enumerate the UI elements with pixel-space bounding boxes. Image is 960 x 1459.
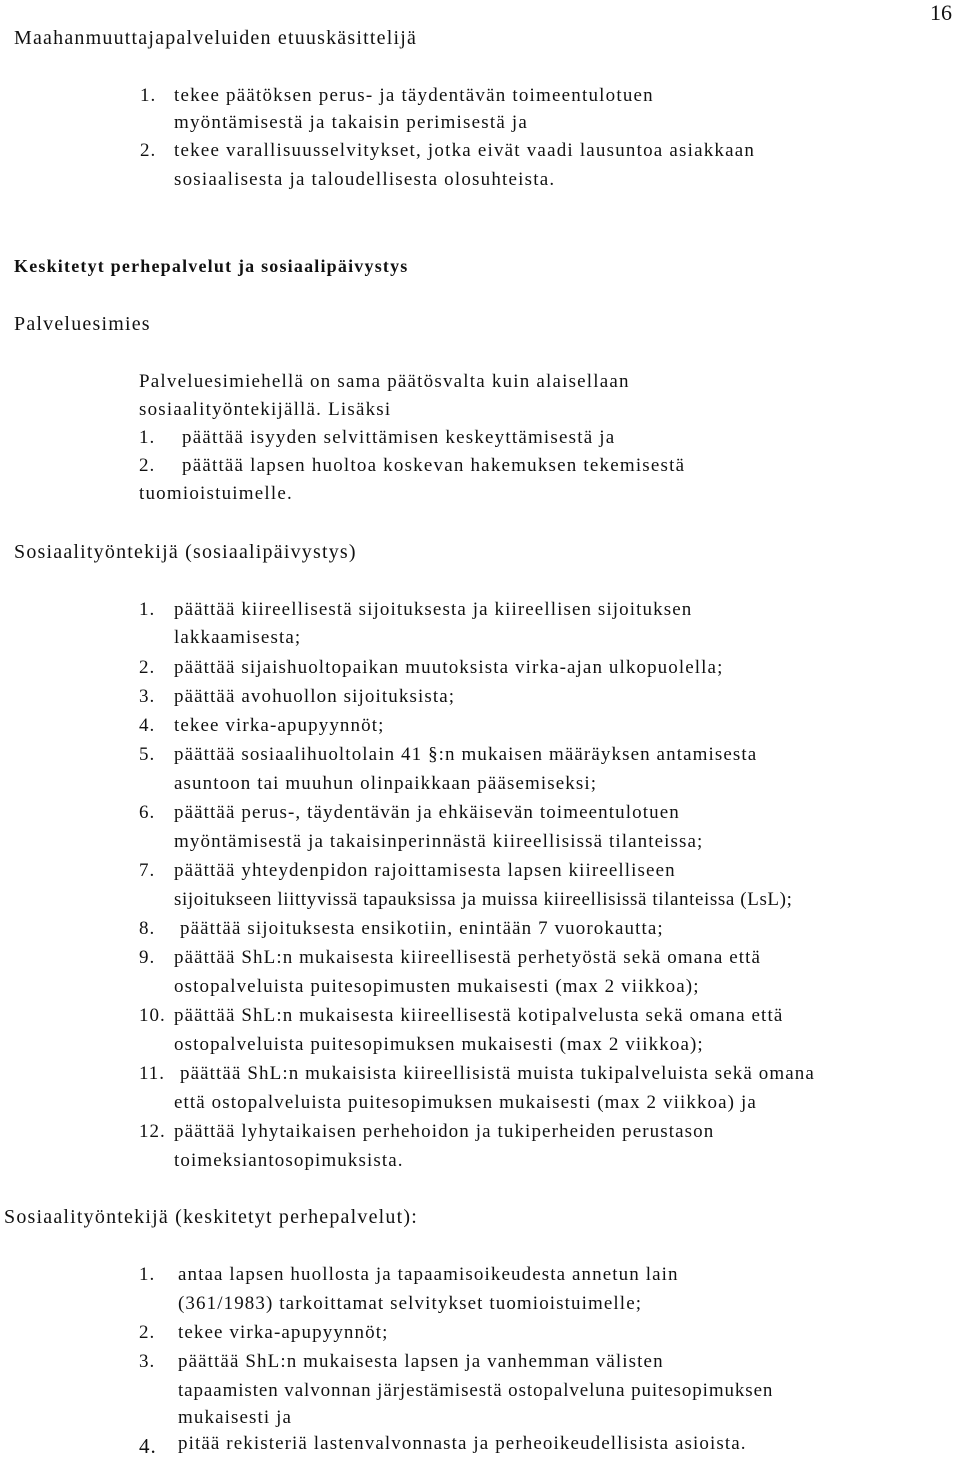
list-item-text: pitää rekisteriä lastenvalvonnasta ja perheoikeudellisista asioista. xyxy=(178,1433,747,1454)
list-item-text: päättää kiireellisestä sijoituksesta ja kiireellisen sijoituksen xyxy=(174,599,693,620)
list-item-text: että ostopalveluista puitesopimuksen mukaisesti (max 2 viikkoa) ja xyxy=(174,1092,757,1113)
list-item-text: päättää perus-, täydentävän ja ehkäisevän toimeentulotuen xyxy=(174,802,680,823)
list-item-text: päättää isyyden selvittämisen keskeyttämisestä ja xyxy=(182,427,616,448)
page-number: 16 xyxy=(930,0,952,25)
list-item-text: myöntämisestä ja takaisinperinnästä kiireellisissä tilanteissa; xyxy=(174,831,704,852)
list-item-number: 3. xyxy=(139,686,156,707)
list-item-number: 9. xyxy=(139,947,156,968)
subheading-palveluesimies: Palveluesimies xyxy=(14,313,151,335)
list-item-text: päättää lapsen huoltoa koskevan hakemuksen tekemisestä xyxy=(182,455,686,476)
list-item-number: 11. xyxy=(139,1063,166,1084)
list-item-number: 7. xyxy=(139,860,156,881)
list-item-text: päättää yhteydenpidon rajoittamisesta lapsen kiireelliseen xyxy=(174,860,676,881)
list-item-text: päättää ShL:n mukaisesta kiireellisestä perhetyöstä sekä omana että xyxy=(174,947,762,968)
list-item-number: 3. xyxy=(139,1351,156,1372)
list-item-text: sijoitukseen liittyvissä tapauksissa ja muissa kiireellisissä tilanteissa (LsL); xyxy=(174,889,793,910)
list-item-number: 8. xyxy=(139,918,156,939)
list-item-text: myöntämisestä ja takaisin perimisestä ja xyxy=(174,112,529,133)
list-item-text: päättää ShL:n mukaisista kiireellisistä muista tukipalveluista sekä omana xyxy=(180,1063,815,1084)
list-item-number: 2. xyxy=(140,140,157,161)
list-item-text: päättää sijoituksesta ensikotiin, enintään 7 vuorokautta; xyxy=(180,918,664,939)
list-item-number: 1. xyxy=(140,85,157,106)
list-item-text: toimeksiantosopimuksista. xyxy=(174,1150,404,1171)
list-item-number: 4. xyxy=(139,715,156,736)
list-item-text: tapaamisten valvonnan järjestämisestä ostopalveluna puitesopimuksen xyxy=(178,1380,774,1401)
list-item-number: 2. xyxy=(139,455,156,476)
list-item-text: tekee päätöksen perus- ja täydentävän toimeentulotuen xyxy=(174,85,654,106)
list-item-number: 1. xyxy=(139,599,156,620)
list-item-text: (361/1983) tarkoittamat selvitykset tuomioistuimelle; xyxy=(178,1293,643,1314)
list-item-number: 1. xyxy=(139,1264,156,1285)
list-item-text: päättää lyhytaikaisen perhehoidon ja tukiperheiden perustason xyxy=(174,1121,715,1142)
list-item-number: 4. xyxy=(139,1434,157,1458)
section-heading-sosiaalipaivystys: Sosiaalityöntekijä (sosiaalipäivystys) xyxy=(14,541,357,563)
list-item-text: antaa lapsen huollosta ja tapaamisoikeudesta annetun lain xyxy=(178,1264,679,1285)
list-item-number: 1. xyxy=(139,427,156,448)
list-item-text: päättää avohuollon sijoituksista; xyxy=(174,686,456,707)
list-item-text: ostopalveluista puitesopimusten mukaisesti (max 2 viikkoa); xyxy=(174,976,700,997)
list-item-number: 10. xyxy=(139,1005,166,1026)
list-item-text: päättää sijaishuoltopaikan muutoksista virka-ajan ulkopuolella; xyxy=(174,657,724,678)
list-item-number: 6. xyxy=(139,802,156,823)
list-item-text: päättää sosiaalihuoltolain 41 §:n mukaisen määräyksen antamisesta xyxy=(174,744,758,765)
list-item-text: tuomioistuimelle. xyxy=(139,483,293,504)
list-item-text: ostopalveluista puitesopimuksen mukaisesti (max 2 viikkoa); xyxy=(174,1034,704,1055)
list-item-number: 12. xyxy=(139,1121,166,1142)
list-item-text: tekee virka-apupyynnöt; xyxy=(178,1322,389,1343)
section-heading-keskitetyt-perhepalvelut: Keskitetyt perhepalvelut ja sosiaalipäivystys xyxy=(14,256,409,276)
paragraph-text: Palveluesimiehellä on sama päätösvalta kuin alaisellaan xyxy=(139,371,630,392)
list-item-text: päättää ShL:n mukaisesta lapsen ja vanhemman välisten xyxy=(178,1351,664,1372)
list-item-text: päättää ShL:n mukaisesta kiireellisestä kotipalvelusta sekä omana että xyxy=(174,1005,784,1026)
list-item-text: mukaisesti ja xyxy=(178,1407,293,1428)
section-heading-maahanmuuttajapalvelut: Maahanmuuttajapalveluiden etuuskäsittelijä xyxy=(14,27,418,49)
list-item-number: 2. xyxy=(139,1322,156,1343)
section-heading-keskitetyt-perhepalvelut-tyontekija: Sosiaalityöntekijä (keskitetyt perhepalvelut): xyxy=(4,1206,418,1228)
list-item-text: tekee varallisuusselvitykset, jotka eivät vaadi lausuntoa asiakkaan xyxy=(174,140,756,161)
list-item-text: tekee virka-apupyynnöt; xyxy=(174,715,385,736)
list-item-text: asuntoon tai muuhun olinpaikkaan pääsemiseksi; xyxy=(174,773,598,794)
list-item-number: 5. xyxy=(139,744,156,765)
list-item-text: sosiaalisesta ja taloudellisesta olosuhteista. xyxy=(174,169,556,190)
paragraph-text: sosiaalityöntekijällä. Lisäksi xyxy=(139,399,392,420)
list-item-text: lakkaamisesta; xyxy=(174,627,302,648)
list-item-number: 2. xyxy=(139,657,156,678)
